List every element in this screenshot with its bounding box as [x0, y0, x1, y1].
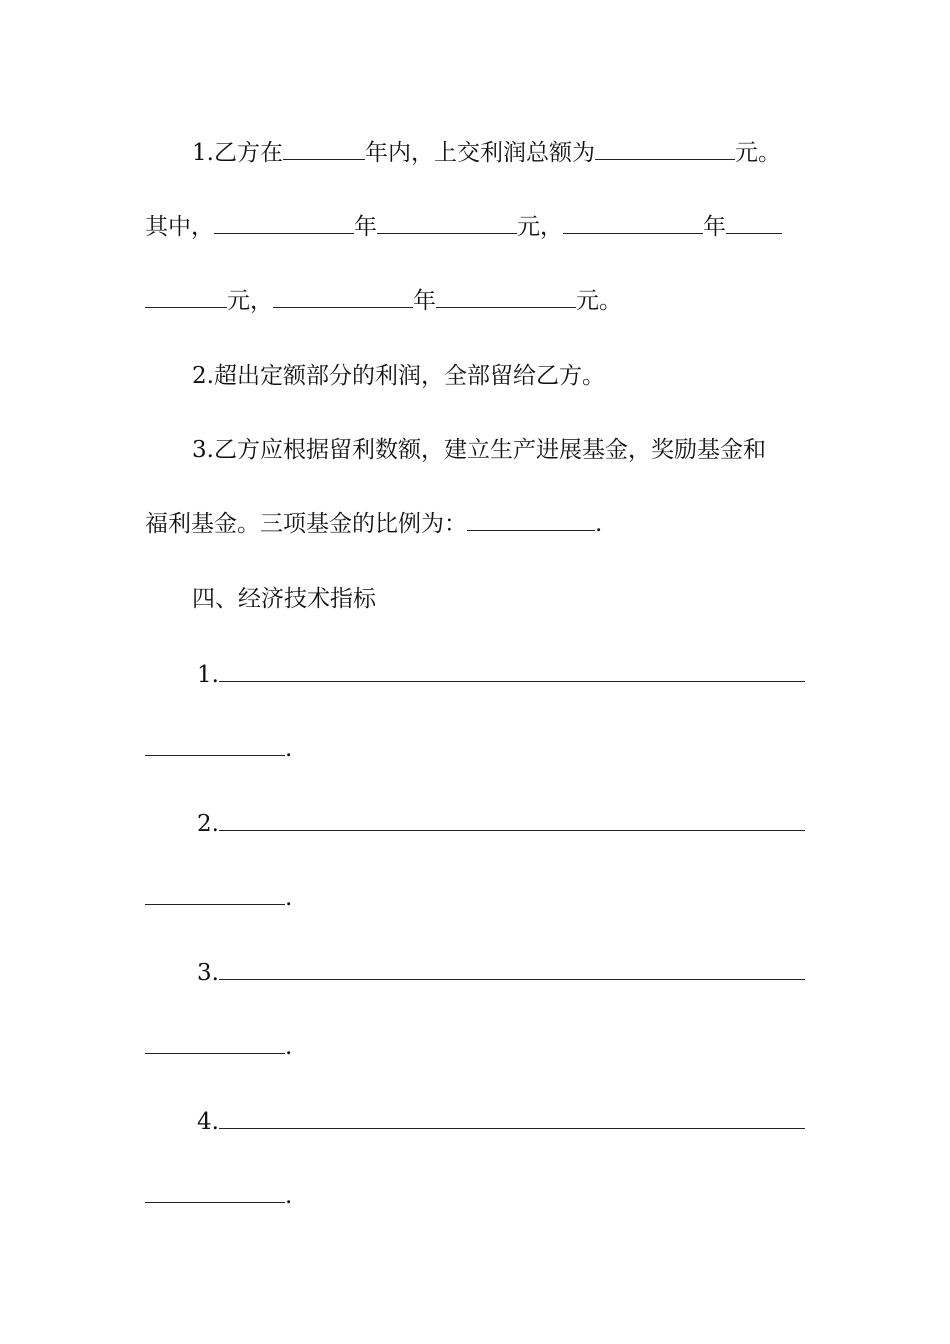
blank-total-amount[interactable]: [595, 137, 735, 160]
indicator-number: 2.: [197, 811, 219, 837]
excess-profit-clause: [192, 359, 605, 393]
blank-indicator-continuation[interactable]: [145, 1180, 285, 1203]
profit-total-clause: [192, 136, 781, 170]
indicator-number: 3.: [197, 960, 219, 986]
indicator-continuation: [145, 1030, 292, 1064]
fund-clause-line-1: [192, 433, 766, 467]
clause-text: 年内，上交利润总额为: [364, 140, 595, 166]
year-label: 年: [413, 288, 436, 314]
blank-indicator-continuation[interactable]: [145, 733, 285, 756]
indicator-end: .: [285, 885, 293, 911]
indicator-number: 4.: [197, 1109, 219, 1135]
indicator-item: [197, 807, 805, 841]
blank-amount-3[interactable]: [436, 285, 576, 308]
indicator-item: [197, 956, 805, 990]
yuan-label: 元。: [576, 288, 622, 314]
blank-amount-2-start[interactable]: [726, 211, 782, 234]
profit-breakdown-line-2: [145, 284, 622, 318]
yuan-label: 元，: [227, 288, 273, 314]
clause-text: 1.乙方在: [192, 140, 283, 166]
blank-indicator[interactable]: [219, 1106, 805, 1129]
blank-amount-1[interactable]: [377, 211, 517, 234]
clause-text: 其中，: [145, 214, 214, 240]
blank-indicator-continuation[interactable]: [145, 882, 285, 905]
blank-year-3[interactable]: [273, 285, 413, 308]
heading-text: 四、经济技术指标: [192, 586, 376, 612]
yuan-label: 元，: [517, 214, 563, 240]
indicator-end: .: [285, 1034, 293, 1060]
year-label: 年: [354, 214, 377, 240]
section-heading: [192, 582, 376, 616]
clause-text: 元。: [734, 140, 781, 166]
indicator-item: [197, 1105, 805, 1139]
year-label: 年: [703, 214, 726, 240]
clause-text: 福利基金。三项基金的比例为：: [145, 511, 467, 537]
indicator-end: .: [285, 736, 293, 762]
indicator-number: 1.: [197, 662, 219, 688]
blank-indicator-continuation[interactable]: [145, 1031, 285, 1054]
blank-indicator[interactable]: [219, 957, 805, 980]
blank-amount-2-end[interactable]: [145, 285, 227, 308]
blank-fund-ratio[interactable]: [467, 508, 595, 531]
fund-clause-line-2: [145, 507, 602, 541]
blank-year-2[interactable]: [563, 211, 703, 234]
indicator-continuation: [145, 732, 292, 766]
profit-breakdown-line-1: [145, 210, 782, 244]
clause-end: .: [595, 511, 603, 537]
indicator-continuation: [145, 881, 292, 915]
indicator-continuation: [145, 1179, 292, 1213]
blank-indicator[interactable]: [219, 808, 805, 831]
indicator-item: [197, 658, 805, 692]
blank-year-1[interactable]: [214, 211, 354, 234]
clause-text: 2.超出定额部分的利润，全部留给乙方。: [192, 363, 605, 389]
blank-years[interactable]: [283, 137, 365, 160]
clause-text: 3.乙方应根据留利数额，建立生产进展基金，奖励基金和: [192, 437, 766, 463]
indicator-end: .: [285, 1183, 293, 1209]
blank-indicator[interactable]: [219, 659, 805, 682]
